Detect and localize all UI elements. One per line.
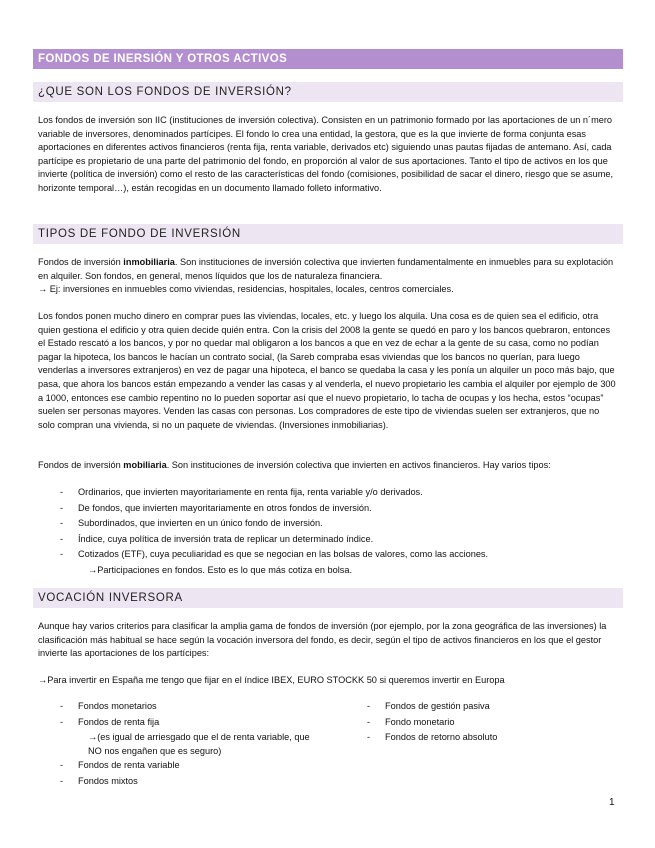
mobiliaria-paragraph <box>38 459 616 473</box>
inmob-rest: . Son instituciones de inversión colectiva que invierten fundamentalmente en inmuebles para su explotación en alquiler. Son fondos, en general, menos líquidos que los de naturaleza financiera. <box>38 257 614 281</box>
list-item: - Subordinados, que invierten en un único fondo de inversión. <box>60 516 620 532</box>
vocacion-left-list <box>60 699 320 789</box>
list-item: - Fondo monetario <box>367 715 617 731</box>
que-son-paragraph: Los fondos de inversión son IIC (instituciones de inversión colectiva). Consisten en un patrimonio formado por las aportaciones de un n´mero variable de inversores, denominados partícipes. El fondo lo crea una entidad, la gestora, que es la que invierte de forma conjunta esas aportaciones en diferentes activos financieros (renta fija, renta variable, derivados etc) siguiendo unas pautas fijadas de antemano. Así, cada partícipe es propietario de una parte del patrimonio del fondo, en proporción al valor de sus aportaciones. Tanto el tipo de activos en los que invierte (política de inversión) como el resto de las características del fondo (comisiones, posibilidad de sacar el dinero, riesgo que se asume, horizonte temporal…), están recogidas en un documento llamado folleto informativo. <box>38 115 614 193</box>
vocacion-right-list <box>367 699 617 746</box>
section-heading-tipos: TIPOS DE FONDO DE INVERSIÓN <box>33 224 623 244</box>
list-item: - Fondos de gestión pasiva <box>367 699 617 715</box>
list-item: - Cotizados (ETF), cuya peculiaridad es que se negocian en las bolsas de valores, como las acciones. <box>60 547 620 563</box>
list-item: - Fondos monetarios <box>60 699 320 715</box>
explanation-paragraph: Los fondos ponen mucho dinero en comprar pues las viviendas, locales, etc. y luego los alquila. Una cosa es de quien sea el edificio, otra quien gestiona el edificio y otra quien decide quién entra. Con la crisis del 2008 la gente se quedó en paro y los bancos quebraron, entonces el Estado rescató a los bancos, y por no quedar mal obligaron a los bancos a que en vez de echar a la gente de su casa, como no podían pagar la hipoteca, los bancos le hacían un contrato social, (la Sareb compraba esas viviendas que los bancos no querían, para luego venderlas a inversores extranjeros) en vez de pagar una hipoteca, el banco se quedaba la casa y les ponía un alquiler un poco más bajo, que pasa, que ahora los bancos están empezando a vender las casas y al venderla, el nuevo propietario les cambia el alquiler por ejemplo de 300 a 1000, entonces ese cambio repentino no lo pueden soportar así que el nuevo propietario, lo tacha de ocupas y los hecha, estos “ocupas” suelen ser personas mayores. Venden las casas con personas. Los compradores de este tipo de viviendas suelen ser extranjeros, que no solo compran una vivienda, si no un paquete de viviendas. (Inversiones inmobiliarias). <box>38 311 616 430</box>
page-number: 1 <box>609 797 615 808</box>
inmob-prefix: Fondos de inversión <box>38 257 124 267</box>
list-item: - Índice, cuya política de inversión trata de replicar un determinado índice. <box>60 532 620 548</box>
document-title: FONDOS DE INERSIÓN Y OTROS ACTIVOS <box>33 49 623 69</box>
section-heading-que-son: ¿QUE SON LOS FONDOS DE INVERSIÓN? <box>33 82 623 102</box>
list-item: - Fondos de renta fija <box>60 715 320 731</box>
vocacion-note: →Para invertir en España me tengo que fijar en el índice IBEX, EURO STOCKK 50 si queremos invertir en Europa <box>38 675 505 685</box>
list-subnote: →(es igual de arriesgado que el de renta variable, que NO nos engañen que es seguro) <box>88 732 310 756</box>
list-item: - Ordinarios, que invierten mayoritariamente en renta fija, renta variable y/o derivados. <box>60 485 620 501</box>
list-item: - Fondos mixtos <box>60 774 320 790</box>
mobiliaria-list <box>60 485 620 577</box>
section-heading-vocacion: VOCACIÓN INVERSORA <box>33 588 623 608</box>
list-item: - Fondos de renta variable <box>60 758 320 774</box>
inmob-bold: inmobiliaria <box>123 257 175 267</box>
inmobiliaria-paragraph <box>38 256 616 297</box>
mob-bold: mobiliaria <box>123 460 167 470</box>
list-item: - Fondos de retorno absoluto <box>367 730 617 746</box>
vocacion-intro: Aunque hay varios criterios para clasificar la amplia gama de fondos de inversión (por ejemplo, por la zona geográfica de las inversiones) la clasificación más habitual se hace según la vocación inversora del fondo, es decir, según el tipo de activos financieros en los que el gestor invierte las aportaciones de los partícipes: <box>38 621 607 659</box>
mob-prefix: Fondos de inversión <box>38 460 124 470</box>
inmob-example: → Ej: inversiones en inmuebles como viviendas, residencias, hospitales, locales, centros comerciales. <box>38 284 454 295</box>
mob-rest: . Son instituciones de inversión colectiva que invierten en activos financieros. Hay varios tipos: <box>166 460 551 470</box>
list-subnote: →Participaciones en fondos. Esto es lo que más cotiza en bolsa. <box>88 564 353 575</box>
list-item: - De fondos, que invierten mayoritariamente en otros fondos de inversión. <box>60 501 620 517</box>
